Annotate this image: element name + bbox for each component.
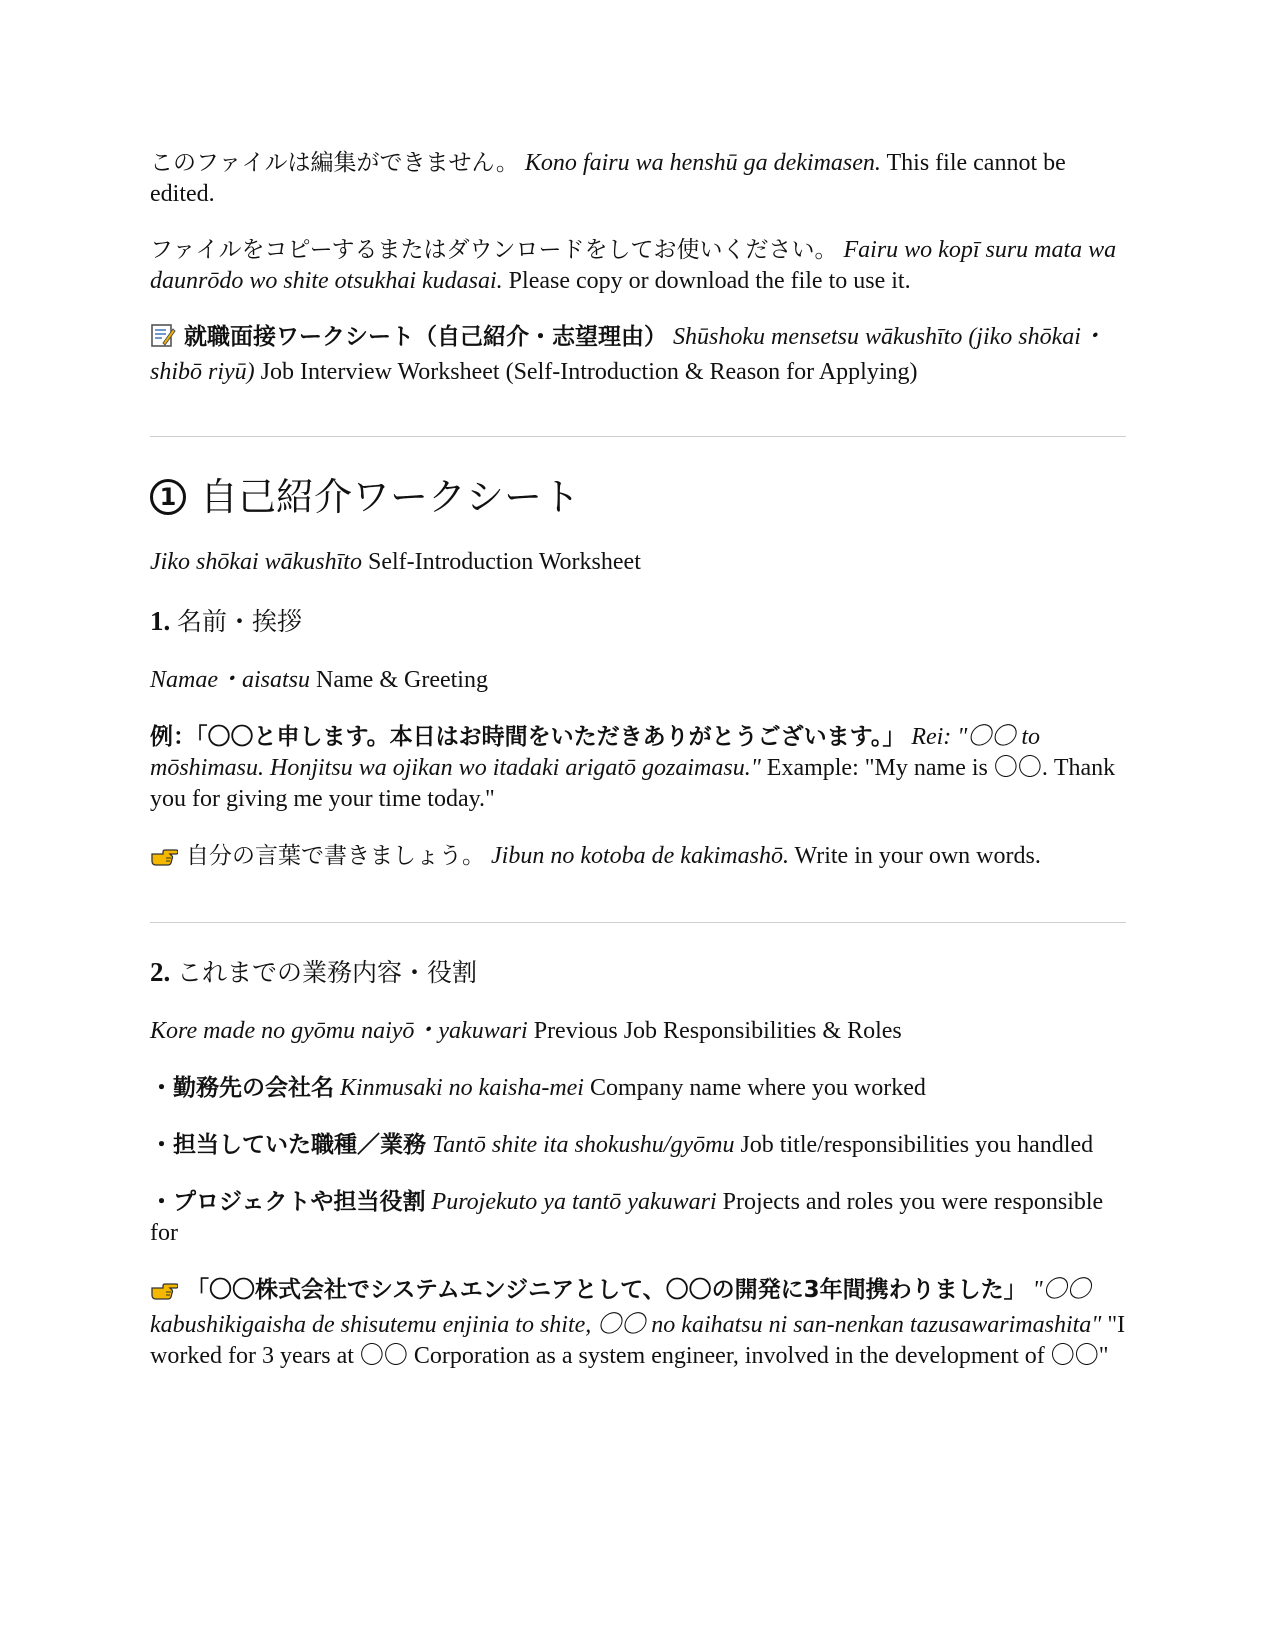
bullet-2-en: Job title/responsibilities you handled bbox=[740, 1132, 1094, 1158]
bullet-3-romaji: Purojekuto ya tantō yakuwari bbox=[431, 1189, 717, 1215]
item-2-en: Previous Job Responsibilities & Roles bbox=[533, 1018, 902, 1044]
worksheet-title bbox=[150, 322, 1126, 388]
tip-2-jp: 「〇〇株式会社でシステムエンジニアとして、〇〇の開発に3年間携わりました」 bbox=[186, 1277, 1027, 1303]
section-1-title: 自己紹介ワークシート bbox=[200, 475, 581, 519]
notice-2-jp: ファイルをコピーするまたはダウンロードをしてお使いください。 bbox=[150, 237, 838, 263]
tip-1-romaji: Jibun no kotoba de kakimashō. bbox=[491, 843, 789, 869]
notice-line-1 bbox=[150, 148, 1126, 210]
tip-2-romaji: "〇〇 kabushikigaisha de shisutemu enjinia to shite, 〇〇 no kaihatsu ni san-nenkan tazusawarimashita" bbox=[150, 1277, 1102, 1338]
item-2-tip bbox=[150, 1275, 1126, 1372]
tip-1-en: Write in your own words. bbox=[794, 843, 1041, 869]
divider-1 bbox=[150, 436, 1126, 437]
bullet-1-jp: ・勤務先の会社名 bbox=[150, 1075, 334, 1101]
notice-2-en: Please copy or download the file to use it. bbox=[508, 268, 911, 294]
section-number-badge: 1 bbox=[150, 479, 186, 515]
title-romaji: Shūshoku mensetsu wākushīto (jiko shōkai・shibō riyū) bbox=[150, 324, 1105, 385]
item-2-romaji: Kore made no gyōmu naiyō・yakuwari bbox=[150, 1018, 528, 1044]
example-en: Example: "My name is 〇〇. Thank you for giving me your time today." bbox=[150, 755, 1116, 812]
notice-1-romaji: Kono fairu wa henshū ga dekimasen. bbox=[524, 150, 881, 176]
bullet-1-romaji: Kinmusaki no kaisha-mei bbox=[340, 1075, 584, 1101]
item-2-title: これまでの業務内容・役割 bbox=[177, 958, 478, 987]
bullet-2-romaji: Tantō shite ita shokushu/gyōmu bbox=[432, 1132, 735, 1158]
item-1-tip bbox=[150, 841, 1126, 876]
example-romaji: Rei: "〇〇 to mōshimasu. Honjitsu wa ojikan wo itadaki arigatō gozaimasu." bbox=[150, 724, 1041, 781]
item-1-title: 名前・挨拶 bbox=[177, 607, 303, 636]
notice-1-en: This file cannot be edited. bbox=[150, 150, 1066, 207]
document-page bbox=[150, 148, 1126, 1372]
memo-icon bbox=[150, 322, 176, 357]
notice-1-jp: このファイルは編集ができません。 bbox=[150, 150, 519, 176]
notice-line-2 bbox=[150, 235, 1126, 297]
section-1-en: Self-Introduction Worksheet bbox=[367, 549, 641, 575]
notice-2-romaji: Fairu wo kopī suru mata wa daunrōdo wo shite otsukhai kudasai. bbox=[150, 237, 1117, 294]
item-1-en: Name & Greeting bbox=[316, 667, 488, 693]
item-2-heading bbox=[150, 955, 1126, 990]
title-en: Job Interview Worksheet (Self-Introduction & Reason for Applying) bbox=[260, 359, 918, 385]
item-1-example bbox=[150, 722, 1126, 815]
list-item bbox=[150, 1130, 1126, 1161]
tip-2-en: "I worked for 3 years at 〇〇 Corporation as a system engineer, involved in the development of 〇〇" bbox=[150, 1312, 1126, 1369]
tip-1-jp: 自分の言葉で書きましょう。 bbox=[186, 843, 485, 869]
example-jp: 例：「〇〇と申します。本日はお時間をいただきありがとうございます。」 bbox=[150, 724, 906, 750]
bullet-1-en: Company name where you worked bbox=[589, 1075, 926, 1101]
item-1-subtitle bbox=[150, 665, 1126, 696]
item-1-number: 1. bbox=[150, 606, 171, 636]
list-item bbox=[150, 1187, 1126, 1249]
section-1-heading bbox=[150, 473, 1126, 521]
list-item bbox=[150, 1073, 1126, 1104]
bullet-3-jp: ・プロジェクトや担当役割 bbox=[150, 1189, 426, 1215]
title-jp: 就職面接ワークシート（自己紹介・志望理由） bbox=[184, 324, 667, 350]
pointing-hand-icon bbox=[150, 845, 178, 876]
item-2-number: 2. bbox=[150, 957, 171, 987]
bullet-2-jp: ・担当していた職種／業務 bbox=[150, 1132, 426, 1158]
pointing-hand-icon bbox=[150, 1279, 178, 1310]
bullet-3-en: Projects and roles you were responsible for bbox=[150, 1189, 1104, 1246]
item-1-romaji: Namae・aisatsu bbox=[150, 667, 311, 693]
item-2-subtitle bbox=[150, 1016, 1126, 1047]
item-1-heading bbox=[150, 604, 1126, 639]
section-1-romaji: Jiko shōkai wākushīto bbox=[150, 549, 362, 575]
section-1-subtitle bbox=[150, 547, 1126, 578]
divider-2 bbox=[150, 922, 1126, 923]
